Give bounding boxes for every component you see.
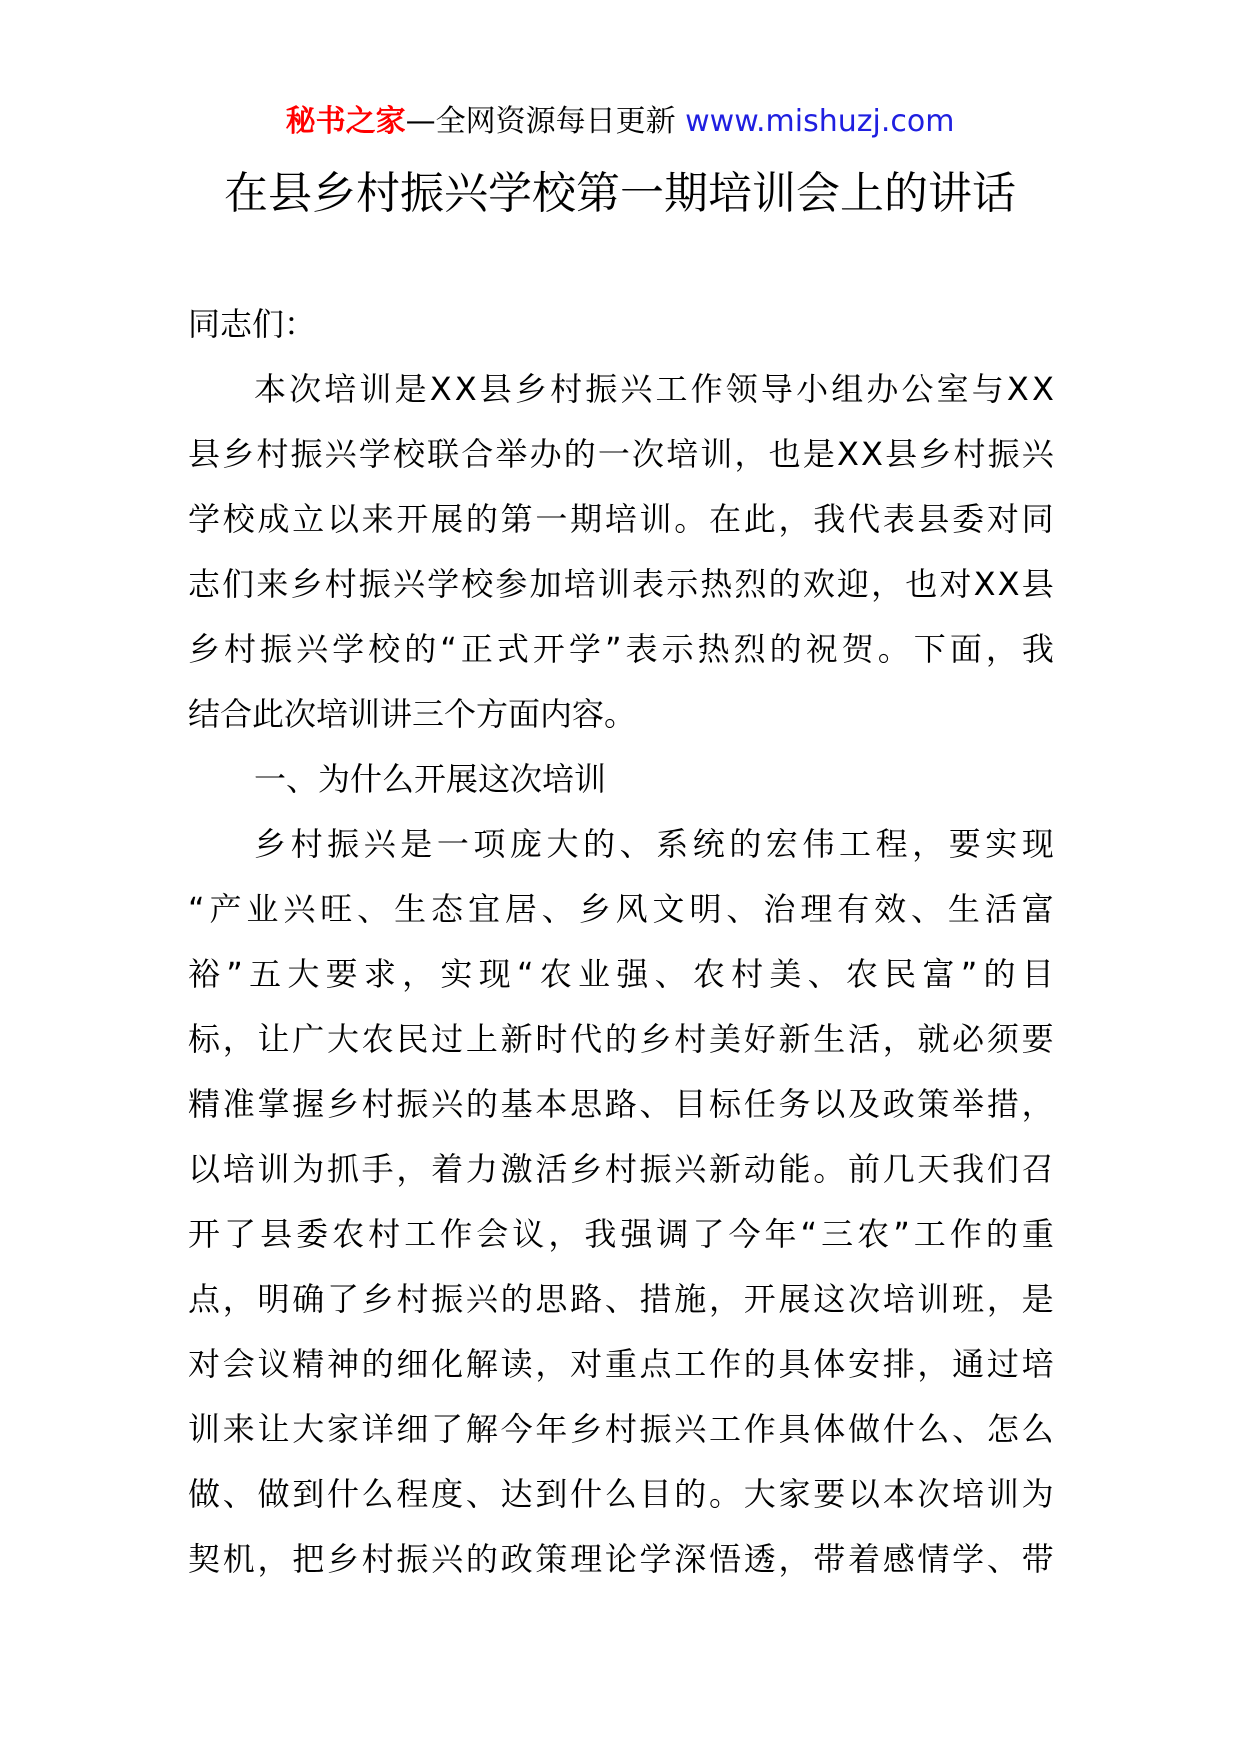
paragraph-line: “ 产 业 兴 旺 、 生 态 宜 居 、 乡 风 文 明 、 治 理 有 效 、 生 活 富 — [188, 890, 1054, 928]
paragraph-line: 志 们 来 乡 村 振 兴 学 校 参 加 培 训 表 示 热 烈 的 欢 迎 ， 也 对 X X 县 — [188, 565, 1054, 603]
brand-name: 秘书之家 — [285, 104, 406, 139]
salutation: 同志们： — [188, 305, 317, 343]
site-url-link[interactable]: www.mishuzj.com — [685, 104, 955, 139]
paragraph-line: 本 次 培 训 是 X X 县 乡 村 振 兴 工 作 领 导 小 组 办 公 室 与 X X — [254, 370, 1054, 408]
paragraph-line: 训 来 让 大 家 详 细 了 解 今 年 乡 村 振 兴 工 作 具 体 做 什 么 、 怎 么 — [188, 1410, 1054, 1448]
document-title: 在县乡村振兴学校第一期培训会上的讲话 — [224, 168, 1016, 219]
paragraph-line: 做 、 做 到 什 么 程 度 、 达 到 什 么 目 的 。 大 家 要 以 本 次 培 训 为 — [188, 1475, 1054, 1513]
paragraph-line: 契 机 ， 把 乡 村 振 兴 的 政 策 理 论 学 深 悟 透 ， 带 着 感 情 学 、 带 — [188, 1540, 1054, 1578]
watermark-header — [0, 100, 1240, 144]
paragraph-line: 县 乡 村 振 兴 学 校 联 合 举 办 的 一 次 培 训 ， 也 是 X X 县 乡 村 振 兴 — [188, 435, 1054, 473]
paragraph-line: 标 ， 让 广 大 农 民 过 上 新 时 代 的 乡 村 美 好 新 生 活 ， 就 必 须 要 — [188, 1020, 1054, 1058]
paragraph-line: 乡 村 振 兴 是 一 项 庞 大 的 、 系 统 的 宏 伟 工 程 ， 要 实 现 — [254, 825, 1054, 863]
paragraph-line: 以 培 训 为 抓 手 ， 着 力 激 活 乡 村 振 兴 新 动 能 。 前 几 天 我 们 召 — [188, 1150, 1054, 1188]
paragraph-line: 学 校 成 立 以 来 开 展 的 第 一 期 培 训 。 在 此 ， 我 代 表 县 委 对 同 — [188, 500, 1054, 538]
paragraph-line: 点 ， 明 确 了 乡 村 振 兴 的 思 路 、 措 施 ， 开 展 这 次 培 训 班 ， 是 — [188, 1280, 1054, 1318]
paragraph-line: 开 了 县 委 农 村 工 作 会 议 ， 我 强 调 了 今 年 “ 三 农 ” 工 作 的 重 — [188, 1215, 1054, 1253]
section-heading: 一、为什么开展这次培训 — [254, 760, 607, 798]
paragraph-line: 裕 ” 五 大 要 求 ， 实 现 “ 农 业 强 、 农 村 美 、 农 民 富 ” 的 目 — [188, 955, 1054, 993]
paragraph-line: 对 会 议 精 神 的 细 化 解 读 ， 对 重 点 工 作 的 具 体 安 排 ， 通 过 培 — [188, 1345, 1054, 1383]
paragraph-line: 乡 村 振 兴 学 校 的 “ 正 式 开 学 ” 表 示 热 烈 的 祝 贺 。 下 面 ， 我 — [188, 630, 1054, 668]
header-tagline: —全网资源每日更新 — [405, 104, 676, 139]
document-body — [188, 292, 1054, 1592]
paragraph-line: 精 准 掌 握 乡 村 振 兴 的 基 本 思 路 、 目 标 任 务 以 及 政 策 举 措 ， — [188, 1085, 1054, 1123]
paragraph-line: 结合此次培训讲三个方面内容。 — [188, 695, 637, 733]
